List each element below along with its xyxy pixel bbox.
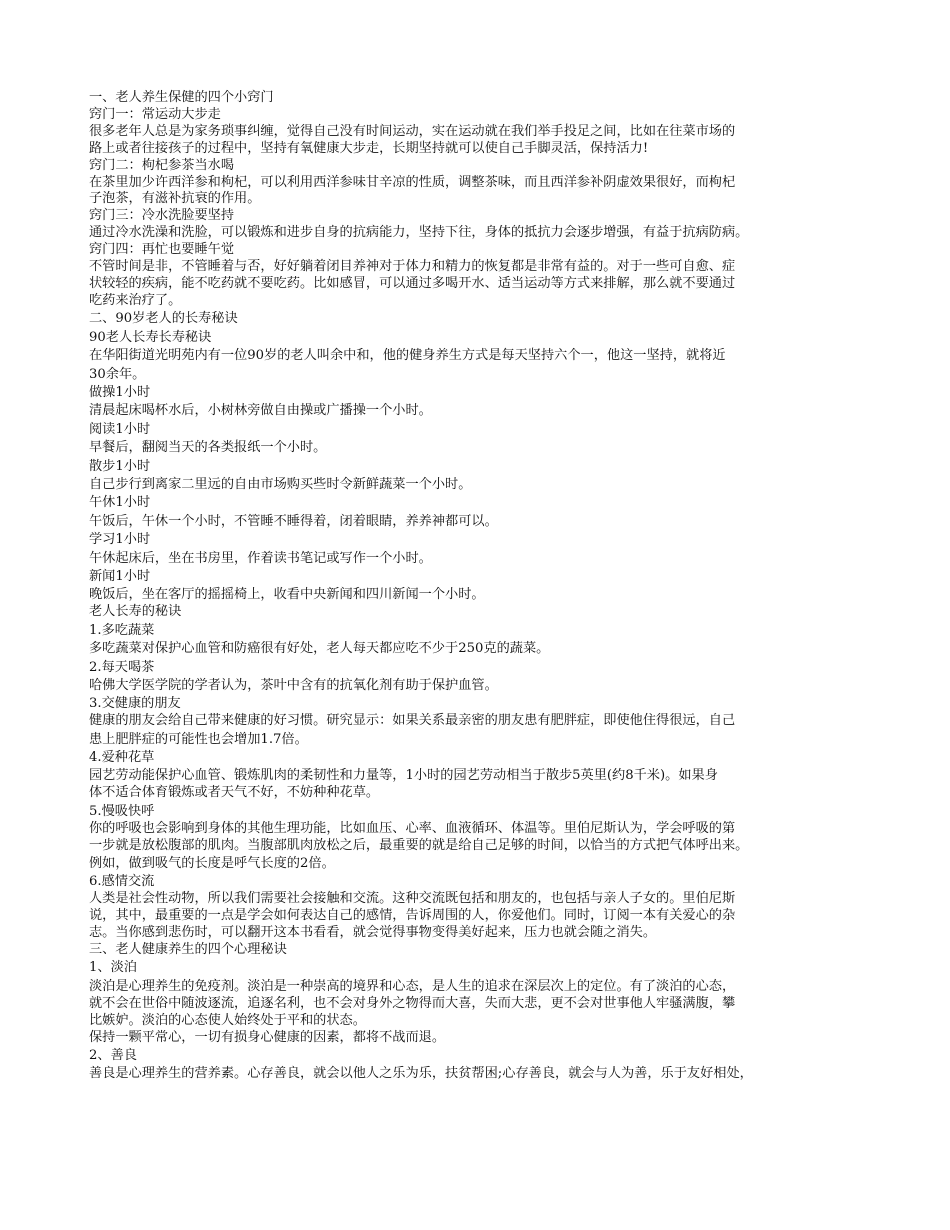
paragraph-line: 晚饭后，坐在客厅的摇摇椅上，收看中央新闻和四川新闻一个小时。 [89,587,485,603]
list-heading: 3.交健康的朋友 [89,696,181,712]
paragraph-line: 子泡茶，有滋补抗衰的作用。 [89,191,261,207]
paragraph-line: 志。当你感到悲伤时，可以翻开这本书看看，就会觉得事物变得美好起来，压力也就会随之消失。 [89,925,657,941]
paragraph-line: 说，其中，最重要的一点是学会如何表达自己的感情，告诉周围的人，你爱他们。同时，订阅一本有关爱心的杂 [89,908,736,924]
subheading: 90老人长寿长寿秘诀 [89,329,212,345]
activity-heading: 午休1小时 [89,495,151,511]
paragraph-line: 体不适合体育锻炼或者天气不好，不妨种种花草。 [89,785,380,801]
paragraph-line: 通过冷水洗澡和洗脸，可以锻炼和进步自身的抗病能力，坚持下往，身体的抵抗力会逐步增强，有益于抗病防病。 [89,225,749,241]
paragraph-line: 园艺劳动能保护心血管、锻炼肌肉的柔韧性和力量等，1小时的园艺劳动相当于散步5英里(约8千米)。如果身 [89,768,718,784]
activity-heading: 学习1小时 [89,532,151,548]
activity-heading: 散步1小时 [89,458,151,474]
document-page [89,90,859,1083]
section-heading-1: 一、老人养生保健的四个小窍门 [89,90,274,105]
list-heading: 4.爱种花草 [89,750,155,766]
paragraph-line: 人类是社会性动物，所以我们需要社会接触和交流。这种交流既包括和朋友的，也包括与亲人子女的。里伯尼斯 [89,891,736,907]
paragraph-line: 不管时间是非，不管睡着与否，好好躺着闭目养神对于体力和精力的恢复都是非常有益的。对于一些可自愈、症 [89,259,736,275]
paragraph-line: 在茶里加少许西洋参和枸杞，可以利用西洋参味甘辛凉的性质，调整茶味，而且西洋参补阴虚效果很好，而枸杞 [89,174,736,190]
activity-heading: 新闻1小时 [89,568,151,584]
tip-heading-3: 窍门三：冷水洗脸要坚持 [89,208,235,224]
paragraph-line: 早餐后，翻阅当天的各类报纸一个小时。 [89,440,327,456]
activity-heading: 阅读1小时 [89,421,151,437]
list-heading: 1.多吃蔬菜 [89,622,155,638]
section-heading-2: 二、90岁老人的长寿秘诀 [89,311,238,327]
paragraph-line: 多吃蔬菜对保护心血管和防癌很有好处，老人每天都应吃不少于250克的蔬菜。 [89,641,550,657]
paragraph-line: 淡泊是心理养生的免疫剂。淡泊是一种崇高的境界和心态，是人生的追求在深层次上的定位。有了淡泊的心态， [89,978,736,994]
tip-heading-4: 窍门四：再忙也要睡午觉 [89,242,235,258]
paragraph-line: 哈佛大学医学院的学者认为，茶叶中含有的抗氧化剂有助于保护血管。 [89,677,498,693]
paragraph-line: 例如，做到吸气的长度是呼气长度的2倍。 [89,855,335,871]
list-heading: 5.慢吸快呼 [89,803,155,819]
list-heading: 6.感情交流 [89,874,155,890]
section-heading-3: 三、老人健康养生的四个心理秘诀 [89,942,287,957]
paragraph-line: 路上或者往接孩子的过程中，坚持有氧健康大步走，长期坚持就可以使自己手脚灵活，保持活力! [89,140,649,156]
paragraph-line: 清晨起床喝杯水后，小树林旁做自由操或广播操一个小时。 [89,403,432,419]
paragraph-line: 30余年。 [89,366,146,382]
paragraph-line: 状较轻的疾病，能不吃药就不要吃药。比如感冒，可以通过多喝开水、适当运动等方式来排解，那么就不要通过 [89,275,736,291]
paragraph-line: 午休起床后，坐在书房里，作着读书笔记或写作一个小时。 [89,550,432,566]
tip-heading-2: 窍门二：枸杞参茶当水喝 [89,157,235,173]
paragraph-line: 善良是心理养生的营养素。心存善良，就会以他人之乐为乐，扶贫帮困;心存善良，就会与人为善，乐于友好相处， [89,1066,753,1082]
paragraph-line: 比嫉妒。淡泊的心态使人始终处于平和的状态。 [89,1012,366,1028]
paragraph-line: 很多老年人总是为家务琐事纠缠，觉得自己没有时间运动，实在运动就在我们举手投足之间，比如在往菜市场的 [89,123,736,139]
list-heading: 1、淡泊 [89,960,137,976]
paragraph-line: 患上肥胖症的可能性也会增加1.7倍。 [89,731,308,747]
list-heading: 2、善良 [89,1047,137,1063]
paragraph-line: 健康的朋友会给自己带来健康的好习惯。研究显示：如果关系最亲密的朋友患有肥胖症，即使他住得很远，自己 [89,713,736,729]
paragraph-line: 保持一颗平常心，一切有损身心健康的因素，都将不战而退。 [89,1029,446,1045]
paragraph-line: 吃药来治疗了。 [89,292,182,308]
paragraph-line: 你的呼吸也会影响到身体的其他生理功能，比如血压、心率、血液循环、体温等。里伯尼斯认为，学会呼吸的第 [89,820,736,836]
paragraph-line: 就不会在世俗中随波逐流，追逐名利，也不会对身外之物得而大喜，失而大悲，更不会对世事他人牢骚满腹，攀 [89,995,736,1011]
paragraph-line: 自己步行到离家二里远的自由市场购买些时令新鲜蔬菜一个小时。 [89,476,472,492]
tip-heading-1: 窍门一：常运动大步走 [89,106,221,122]
subheading: 老人长寿的秘诀 [89,604,182,620]
activity-heading: 做操1小时 [89,384,151,400]
list-heading: 2.每天喝茶 [89,659,155,675]
paragraph-line: 一步就是放松腹部的肌肉。当腹部肌肉放松之后，最重要的就是给自己足够的时间，以恰当的方式把气体呼出来。 [89,837,749,853]
paragraph-line: 在华阳街道光明苑内有一位90岁的老人叫余中和，他的健身养生方式是每天坚持六个一，他这一坚持，就将近 [89,348,726,364]
paragraph-line: 午饭后，午休一个小时，不管睡不睡得着，闭着眼睛，养养神都可以。 [89,513,498,529]
